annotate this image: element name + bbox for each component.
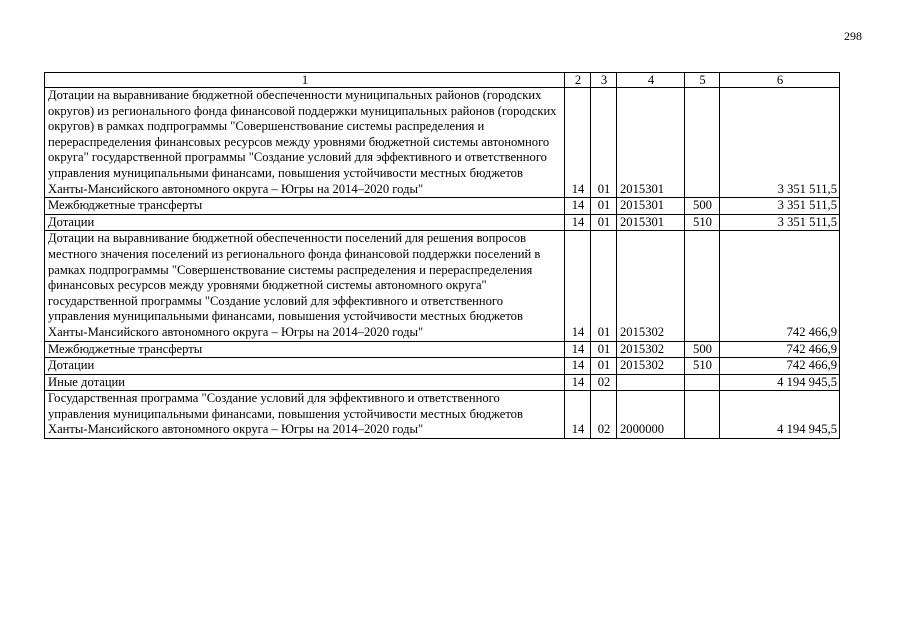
row-section: 14: [565, 198, 591, 215]
row-target-code: 2015302: [617, 341, 685, 358]
row-expense-type: 500: [685, 341, 720, 358]
row-description: Дотации на выравнивание бюджетной обеспеченности муниципальных районов (городских округов) из регионального фонда финансовой поддержки муниципальных районов (городских округов) в рамках подпрограммы "Совершенствование системы распределения и перераспределения финансовых ресурсов между уровнями бюджетной системы автономного округа" государственной программы "Создание условий для эффективного и ответственного управления муниципальными финансами, повышения устойчивости местных бюджетов Ханты-Мансийского автономного округа – Югры на 2014–2020 годы": [45, 88, 565, 198]
row-amount: 742 466,9: [720, 358, 840, 375]
row-expense-type: [685, 88, 720, 198]
row-section: 14: [565, 214, 591, 231]
row-target-code: 2015301: [617, 88, 685, 198]
row-target-code: 2015302: [617, 231, 685, 341]
row-expense-type: 510: [685, 358, 720, 375]
table-row: [45, 231, 840, 341]
row-expense-type: [685, 231, 720, 341]
row-description: Дотации: [45, 358, 565, 375]
row-description: Межбюджетные трансферты: [45, 198, 565, 215]
row-amount: 742 466,9: [720, 341, 840, 358]
row-subsection: 01: [591, 214, 617, 231]
row-expense-type: 500: [685, 198, 720, 215]
row-subsection: 01: [591, 231, 617, 341]
row-description: Иные дотации: [45, 374, 565, 391]
table-row: [45, 198, 840, 215]
table-header-row: [45, 73, 840, 88]
row-section: 14: [565, 88, 591, 198]
table-row: [45, 358, 840, 375]
header-col-3: 3: [591, 73, 617, 88]
row-subsection: 01: [591, 198, 617, 215]
row-section: 14: [565, 231, 591, 341]
row-description: Межбюджетные трансферты: [45, 341, 565, 358]
table-row: [45, 391, 840, 439]
header-col-6: 6: [720, 73, 840, 88]
row-amount: 742 466,9: [720, 231, 840, 341]
row-section: 14: [565, 358, 591, 375]
row-subsection: 02: [591, 391, 617, 439]
row-subsection: 02: [591, 374, 617, 391]
budget-table: [44, 72, 840, 439]
row-description: Дотации: [45, 214, 565, 231]
header-col-5: 5: [685, 73, 720, 88]
row-description: Государственная программа "Создание условий для эффективного и ответственного управления муниципальными финансами, повышения устойчивости местных бюджетов Ханты-Мансийского автономного округа – Югры на 2014–2020 годы": [45, 391, 565, 439]
header-col-4: 4: [617, 73, 685, 88]
row-expense-type: [685, 374, 720, 391]
row-expense-type: 510: [685, 214, 720, 231]
table-row: [45, 374, 840, 391]
row-section: 14: [565, 341, 591, 358]
row-target-code: 2015302: [617, 358, 685, 375]
row-target-code: 2000000: [617, 391, 685, 439]
table-row: [45, 341, 840, 358]
row-subsection: 01: [591, 88, 617, 198]
row-subsection: 01: [591, 358, 617, 375]
row-target-code: 2015301: [617, 198, 685, 215]
row-expense-type: [685, 391, 720, 439]
row-amount: 3 351 511,5: [720, 88, 840, 198]
row-amount: 4 194 945,5: [720, 374, 840, 391]
row-description: Дотации на выравнивание бюджетной обеспеченности поселений для решения вопросов местного значения поселений из регионального фонда финансовой поддержки поселений в рамках подпрограммы "Совершенствование системы распределения и перераспределения финансовых ресурсов между уровнями бюджетной системы автономного округа" государственной программы "Создание условий для эффективного и ответственного управления муниципальными финансами, повышения устойчивости местных бюджетов Ханты-Мансийского автономного округа – Югры на 2014–2020 годы": [45, 231, 565, 341]
row-target-code: [617, 374, 685, 391]
table-row: [45, 88, 840, 198]
header-col-2: 2: [565, 73, 591, 88]
table-row: [45, 214, 840, 231]
row-amount: 3 351 511,5: [720, 214, 840, 231]
row-target-code: 2015301: [617, 214, 685, 231]
page-number: 298: [844, 29, 862, 43]
row-subsection: 01: [591, 341, 617, 358]
row-amount: 3 351 511,5: [720, 198, 840, 215]
header-col-1: 1: [45, 73, 565, 88]
row-amount: 4 194 945,5: [720, 391, 840, 439]
row-section: 14: [565, 391, 591, 439]
row-section: 14: [565, 374, 591, 391]
